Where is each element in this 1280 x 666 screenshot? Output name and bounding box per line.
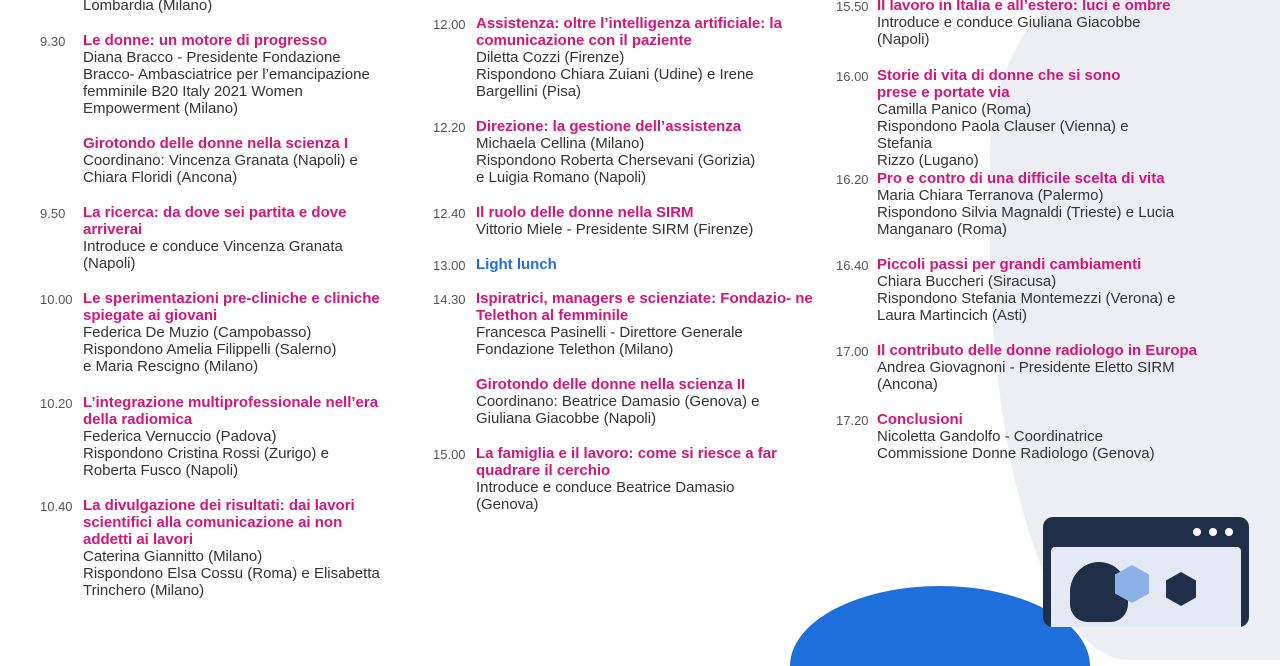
item-line: Federica Vernuccio (Padova) — [83, 428, 277, 445]
item-line: Francesca Pasinelli - Direttore Generale — [476, 324, 743, 341]
item-line: Chiara Floridi (Ancona) — [83, 169, 238, 186]
item-line: Introduce e conduce Vincenza Granata — [83, 238, 343, 255]
item-title-lunch: Light lunch — [476, 256, 557, 273]
item-title: La famiglia e il lavoro: come si riesce a far quadrare il cerchio — [476, 445, 777, 479]
item-line: Rispondono Elsa Cossu (Roma) e Elisabetta — [83, 565, 380, 582]
item-time: 13.00 — [433, 258, 466, 273]
item-time: 16.40 — [836, 258, 869, 273]
item-line: Maria Chiara Terranova (Palermo) — [877, 187, 1104, 204]
item-line: Manganaro (Roma) — [877, 221, 1008, 238]
item-line: Vittorio Miele - Presidente SIRM (Firenze) — [476, 221, 754, 238]
program-item — [40, 394, 420, 479]
item-line: Laura Martincich (Asti) — [877, 307, 1028, 324]
program-item — [836, 342, 1226, 393]
item-line: (Ancona) — [877, 376, 938, 393]
item-line: (Napoli) — [83, 255, 136, 272]
item-time: 16.20 — [836, 172, 869, 187]
item-line: Trinchero (Milano) — [83, 582, 205, 599]
item-line: Introduce e conduce Giuliana Giacobbe — [877, 14, 1141, 31]
item-time: 12.20 — [433, 120, 466, 135]
item-line: Rizzo (Lugano) — [877, 152, 979, 169]
program-item — [40, 0, 420, 14]
item-line: e Maria Rescigno (Milano) — [83, 358, 259, 375]
program-item — [433, 376, 818, 427]
item-line: (Napoli) — [877, 31, 930, 48]
item-line: Rispondono Roberta Chersevani (Gorizia) — [476, 152, 756, 169]
item-time: 12.00 — [433, 17, 466, 32]
item-line: Rispondono Silvia Magnaldi (Trieste) e Lucia — [877, 204, 1175, 221]
item-line: Federica De Muzio (Campobasso) — [83, 324, 312, 341]
item-line: Rispondono Amelia Filippelli (Salerno) — [83, 341, 337, 358]
window-dot-icon — [1209, 528, 1217, 536]
item-title: Storie di vita di donne che si sono prese e portate via — [877, 67, 1121, 101]
item-title: La divulgazione dei risultati: dai lavori scientifici alla comunicazione ai non addetti ai lavori — [83, 497, 355, 548]
program-item — [433, 15, 818, 100]
program-item — [433, 290, 818, 358]
item-time: 9.30 — [40, 34, 66, 49]
item-line: Coordinano: Beatrice Damasio (Genova) e — [476, 393, 760, 410]
item-line: Lombardia (Milano) — [83, 0, 213, 14]
item-title: Conclusioni — [877, 411, 963, 428]
program-item — [40, 290, 420, 375]
item-line: Camilla Panico (Roma) — [877, 101, 1032, 118]
item-line: (Genova) — [476, 496, 539, 513]
item-time: 10.20 — [40, 396, 73, 411]
item-time: 10.00 — [40, 292, 73, 307]
item-line: Diana Bracco - Presidente Fondazione — [83, 49, 341, 66]
item-line: Fondazione Telethon (Milano) — [476, 341, 674, 358]
item-line: Bracco- Ambasciatrice per l’emancipazione — [83, 66, 370, 83]
item-time: 14.30 — [433, 292, 466, 307]
item-title: Il lavoro in Italia e all’estero: luci e ombre — [877, 0, 1171, 14]
item-time: 9.50 — [40, 206, 66, 221]
program-item — [433, 204, 818, 238]
item-title: Il ruolo delle donne nella SIRM — [476, 204, 694, 221]
program-item — [836, 0, 1226, 48]
program-item — [836, 256, 1226, 324]
item-time: 17.00 — [836, 344, 869, 359]
item-line: Roberta Fusco (Napoli) — [83, 462, 239, 479]
item-title: Pro e contro di una difficile scelta di vita — [877, 170, 1165, 187]
item-line: Coordinano: Vincenza Granata (Napoli) e — [83, 152, 358, 169]
item-time: 17.20 — [836, 413, 869, 428]
item-line: Empowerment (Milano) — [83, 100, 239, 117]
item-line: Caterina Giannitto (Milano) — [83, 548, 263, 565]
program-item — [433, 445, 818, 513]
item-line: Commissione Donne Radiologo (Genova) — [877, 445, 1155, 462]
program-item — [40, 497, 420, 599]
item-title: Il contributo delle donne radiologo in Europa — [877, 342, 1197, 359]
item-title: Assistenza: oltre l’intelligenza artificiale: la comunicazione con il paziente — [476, 15, 782, 49]
item-line: Rispondono Stefania Montemezzi (Verona) e — [877, 290, 1176, 307]
item-title: Le donne: un motore di progresso — [83, 32, 328, 49]
item-time: 10.40 — [40, 499, 73, 514]
item-time: 15.50 — [836, 0, 869, 14]
item-title: Girotondo delle donne nella scienza II — [476, 376, 746, 393]
item-time: 16.00 — [836, 69, 869, 84]
program-item — [40, 204, 420, 272]
window-dot-icon — [1225, 528, 1233, 536]
item-title: La ricerca: da dove sei partita e dove arriverai — [83, 204, 347, 238]
program-item — [433, 256, 818, 273]
item-line: Andrea Giovagnoni - Presidente Eletto SIRM — [877, 359, 1175, 376]
item-time: 15.00 — [433, 447, 466, 462]
program-item — [40, 135, 420, 186]
window-dot-icon — [1193, 528, 1201, 536]
item-line: Michaela Cellina (Milano) — [476, 135, 645, 152]
program-item — [836, 170, 1226, 238]
item-time: 12.40 — [433, 206, 466, 221]
item-line: Rispondono Chiara Zuiani (Udine) e Irene — [476, 66, 754, 83]
item-title: Le sperimentazioni pre-cliniche e cliniche spiegate ai giovani — [83, 290, 380, 324]
item-title: L’integrazione multiprofessionale nell’era della radiomica — [83, 394, 379, 428]
item-line: Introduce e conduce Beatrice Damasio — [476, 479, 735, 496]
program-item — [433, 118, 818, 186]
item-line: e Luigia Romano (Napoli) — [476, 169, 647, 186]
item-title: Direzione: la gestione dell’assistenza — [476, 118, 742, 135]
item-line: femminile B20 Italy 2021 Women — [83, 83, 303, 100]
item-line: Rispondono Cristina Rossi (Zurigo) e — [83, 445, 329, 462]
item-line: Nicoletta Gandolfo - Coordinatrice — [877, 428, 1103, 445]
item-line: Rispondono Paola Clauser (Vienna) e Stefania — [877, 118, 1129, 152]
program-item — [836, 411, 1226, 462]
item-title: Girotondo delle donne nella scienza I — [83, 135, 349, 152]
program-item — [40, 32, 420, 117]
item-line: Diletta Cozzi (Firenze) — [476, 49, 625, 66]
program-item — [836, 67, 1226, 169]
item-title: Ispiratrici, managers e scienziate: Fondazio- ne Telethon al femminile — [476, 290, 813, 324]
item-line: Bargellini (Pisa) — [476, 83, 582, 100]
item-line: Giuliana Giacobbe (Napoli) — [476, 410, 657, 427]
item-title: Piccoli passi per grandi cambiamenti — [877, 256, 1142, 273]
item-line: Chiara Buccheri (Siracusa) — [877, 273, 1057, 290]
